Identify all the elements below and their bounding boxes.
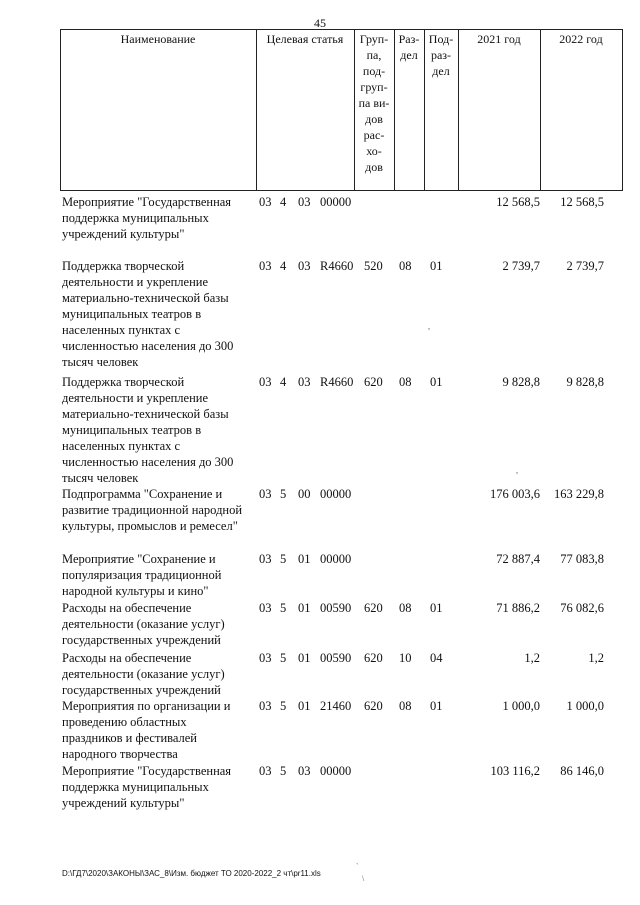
header-divider xyxy=(60,29,61,191)
header-2021: 2021 год xyxy=(477,32,521,46)
scan-mark: ` xyxy=(356,862,359,871)
header-2022: 2022 год xyxy=(559,32,603,46)
subsection-code: 01 xyxy=(430,259,443,273)
row-name: Мероприятия по организации и проведению областных праздников и фестивалей народного творчества xyxy=(62,699,231,761)
target-part-4: 00590 xyxy=(320,601,352,615)
target-part-1: 03 xyxy=(259,195,272,209)
row-name: Мероприятие "Государственная поддержка муниципальных учреждений культуры" xyxy=(62,195,232,241)
value-2021: 12 568,5 xyxy=(496,195,540,209)
value-2021: 2 739,7 xyxy=(502,259,540,273)
target-part-4: 00000 xyxy=(320,487,352,501)
group-code: 520 xyxy=(364,259,383,273)
target-part-1: 03 xyxy=(259,487,272,501)
subsection-code: 01 xyxy=(430,699,443,713)
target-part-2: 5 xyxy=(280,552,287,566)
value-2021: 103 116,2 xyxy=(490,764,540,778)
target-part-4: R4660 xyxy=(320,259,354,273)
footer-file-path: D:\ГД7\2020\ЗАКОНЫ\ЗАС_8\Изм. бюджет ТО 2020-2022_2 чт\pr11.xls xyxy=(62,869,321,878)
value-2021: 71 886,2 xyxy=(496,601,540,615)
target-part-1: 03 xyxy=(259,601,272,615)
subsection-code: 01 xyxy=(430,601,443,615)
target-part-3: 03 xyxy=(298,764,311,778)
value-2022: 86 146,0 xyxy=(560,764,604,778)
target-part-4: 00590 xyxy=(320,651,352,665)
table-header xyxy=(60,29,623,191)
row-name: Поддержка творческой деятельности и укрепление материально-технической базы муниципальных театров в населенных пунктах с численностью населения до 300 тысяч человек xyxy=(62,259,234,369)
scan-mark: , xyxy=(428,322,430,331)
target-part-1: 03 xyxy=(259,651,272,665)
subsection-code: 01 xyxy=(430,375,443,389)
header-group: Груп- па, под- груп- па ви- дов рас- хо- дов xyxy=(358,32,390,174)
target-part-4: 00000 xyxy=(320,195,352,209)
group-code: 620 xyxy=(364,699,383,713)
section-code: 10 xyxy=(399,651,412,665)
value-2022: 1,2 xyxy=(588,651,604,665)
target-part-3: 01 xyxy=(298,651,311,665)
scan-mark: \ xyxy=(362,874,365,883)
value-2021: 72 887,4 xyxy=(496,552,540,566)
header-divider xyxy=(256,29,257,191)
value-2022: 163 229,8 xyxy=(554,487,604,501)
target-part-4: 00000 xyxy=(320,552,352,566)
value-2022: 2 739,7 xyxy=(566,259,604,273)
value-2022: 77 083,8 xyxy=(560,552,604,566)
target-part-1: 03 xyxy=(259,375,272,389)
target-part-2: 4 xyxy=(280,195,287,209)
target-part-3: 03 xyxy=(298,195,311,209)
header-divider xyxy=(540,29,541,191)
group-code: 620 xyxy=(364,375,383,389)
target-part-2: 5 xyxy=(280,651,287,665)
header-bottom-border xyxy=(60,190,623,191)
target-part-3: 03 xyxy=(298,375,311,389)
target-part-3: 01 xyxy=(298,552,311,566)
header-divider xyxy=(622,29,623,191)
value-2021: 1 000,0 xyxy=(502,699,540,713)
value-2022: 76 082,6 xyxy=(560,601,604,615)
row-name: Подпрограмма "Сохранение и развитие традиционной народной культуры, промыслов и ремесел" xyxy=(62,487,243,533)
scan-mark: , xyxy=(516,466,518,475)
row-name: Поддержка творческой деятельности и укрепление материально-технической базы муниципальных театров в населенных пунктах с численностью населения до 300 тысяч человек xyxy=(62,375,234,485)
header-name: Наименование xyxy=(120,32,196,46)
target-part-2: 5 xyxy=(280,699,287,713)
target-part-2: 4 xyxy=(280,259,287,273)
value-2021: 9 828,8 xyxy=(502,375,540,389)
target-part-2: 5 xyxy=(280,601,287,615)
header-divider xyxy=(458,29,459,191)
target-part-3: 00 xyxy=(298,487,311,501)
value-2022: 9 828,8 xyxy=(566,375,604,389)
page-number: 45 xyxy=(314,16,326,30)
value-2022: 1 000,0 xyxy=(566,699,604,713)
subsection-code: 04 xyxy=(430,651,443,665)
section-code: 08 xyxy=(399,375,412,389)
row-name: Расходы на обеспечение деятельности (оказание услуг) государственных учреждений xyxy=(62,651,225,697)
header-section: Раз- дел xyxy=(398,32,420,62)
target-part-1: 03 xyxy=(259,259,272,273)
value-2021: 176 003,6 xyxy=(490,487,540,501)
header-top-border xyxy=(60,29,623,30)
row-name: Расходы на обеспечение деятельности (оказание услуг) государственных учреждений xyxy=(62,601,225,647)
value-2021: 1,2 xyxy=(524,651,540,665)
target-part-2: 5 xyxy=(280,487,287,501)
target-part-2: 5 xyxy=(280,764,287,778)
group-code: 620 xyxy=(364,601,383,615)
target-part-4: R4660 xyxy=(320,375,354,389)
header-target-article: Целевая статья xyxy=(266,32,344,46)
target-part-3: 01 xyxy=(298,699,311,713)
group-code: 620 xyxy=(364,651,383,665)
target-part-4: 21460 xyxy=(320,699,352,713)
section-code: 08 xyxy=(399,699,412,713)
target-part-1: 03 xyxy=(259,764,272,778)
target-part-1: 03 xyxy=(259,699,272,713)
header-subsection: Под- раз- дел xyxy=(428,32,454,78)
target-part-2: 4 xyxy=(280,375,287,389)
row-name: Мероприятие "Государственная поддержка муниципальных учреждений культуры" xyxy=(62,764,232,810)
row-name: Мероприятие "Сохранение и популяризация традиционной народной культуры и кино" xyxy=(62,552,222,598)
section-code: 08 xyxy=(399,601,412,615)
target-part-3: 03 xyxy=(298,259,311,273)
target-part-1: 03 xyxy=(259,552,272,566)
section-code: 08 xyxy=(399,259,412,273)
target-part-3: 01 xyxy=(298,601,311,615)
value-2022: 12 568,5 xyxy=(560,195,604,209)
target-part-4: 00000 xyxy=(320,764,352,778)
